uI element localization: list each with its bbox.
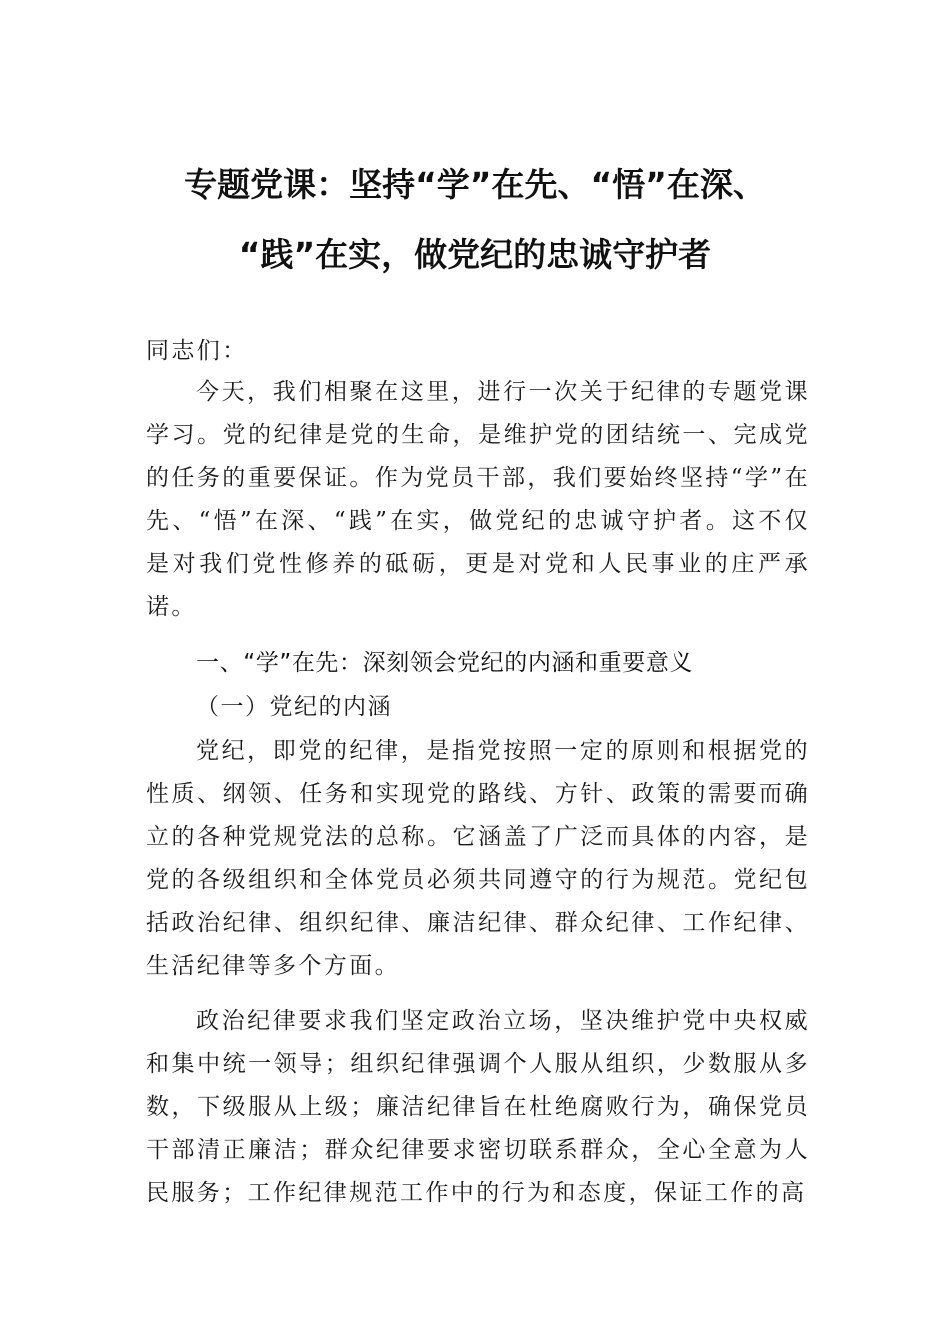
section-heading-1: 一、“学”在先：深刻领会党纪的内涵和重要意义 bbox=[196, 650, 694, 676]
paragraph-party-discipline-definition: 党纪，即党的纪律，是指党按照一定的原则和根据党的性质、纲领、任务和实现党的路线、方针、政策的需要而确立的各种党规党法的总称。它涵盖了广泛而具体的内容，是党的各级组织和全体党员必须共同遵守的行为规范。党纪包括政治纪律、组织纪律、廉洁纪律、群众纪律、工作纪律、生活纪律等多个方面。 bbox=[146, 738, 810, 979]
subsection-heading-1: （一）党纪的内涵 bbox=[196, 694, 392, 720]
document-title-line-1: 专题党课：坚持“学”在先、“悟”在深、 bbox=[184, 165, 766, 204]
paragraph-discipline-types: 政治纪律要求我们坚定政治立场，坚决维护党中央权威和集中统一领导；组织纪律强调个人服从组织，少数服从多数，下级服从上级；廉洁纪律旨在杜绝腐败行为，确保党员干部清正廉洁；群众纪律要求密切联系群众，全心全意为人民服务；工作纪律规范工作中的行为和态度，保证工作的高 bbox=[146, 1008, 810, 1206]
salutation: 同志们： bbox=[146, 338, 248, 364]
paragraph-intro: 今天，我们相聚在这里，进行一次关于纪律的专题党课学习。党的纪律是党的生命，是维护党的团结统一、完成党的任务的重要保证。作为党员干部，我们要始终坚持“学”在先、“悟”在深、“践”在实，做党纪的忠诚守护者。这不仅是对我们党性修养的砥砺，更是对党和人民事业的庄严承诺。 bbox=[146, 379, 810, 620]
document-title-line-2: “践”在实，做党纪的忠诚守护者 bbox=[238, 235, 712, 274]
